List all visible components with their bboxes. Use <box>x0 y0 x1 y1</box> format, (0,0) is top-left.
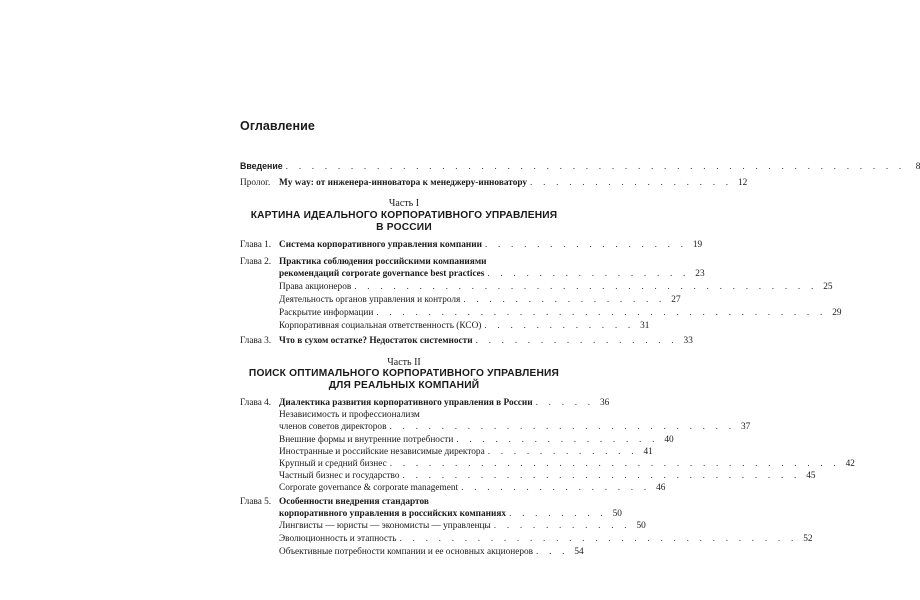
leader-dots: . . . . . . . . . . . . . . . . <box>484 240 688 250</box>
entry-title: Corporate governance & corporate management <box>279 483 459 493</box>
leader-dots: . . . . . . . . . . . . . . . . <box>456 435 659 445</box>
toc-subentry[interactable] <box>240 458 855 470</box>
leader-dots: . . . . . . . . . . . . . . . . . . . . . . . . . . . . . . . <box>402 471 801 481</box>
page-number: 54 <box>574 547 584 557</box>
entry-title-line: членов советов директоров <box>279 422 387 432</box>
toc-subentry[interactable] <box>240 434 674 446</box>
leader-dots: . . . . . . . . . . . . . . . . <box>475 336 678 346</box>
leader-dots: . . . . . . . . . . . . . . . . . . . . . . . . . . . . . . . . . . . . . . . . . . . . . . . . <box>285 162 906 172</box>
toc-subentry[interactable] <box>240 533 813 545</box>
page-number: 45 <box>806 471 816 481</box>
toc-entry-chapter-3[interactable] <box>240 335 693 347</box>
entry-title: Эволюционность и этапность <box>279 534 397 544</box>
toc-entry-chapter-1[interactable] <box>240 239 703 251</box>
entry-label: Глава 2. <box>240 257 272 267</box>
part-title-line: КАРТИНА ИДЕАЛЬНОГО КОРПОРАТИВНОГО УПРАВЛЕНИЯ <box>250 210 558 221</box>
page-number: 36 <box>600 398 610 408</box>
entry-title: Лингвисты — юристы — экономисты — управленцы <box>279 521 491 531</box>
part-label: Часть II <box>387 357 421 368</box>
page-number: 50 <box>612 509 622 519</box>
leader-dots: . . . . . . . . <box>509 509 607 519</box>
page-number: 37 <box>740 422 751 432</box>
page-number: 42 <box>845 459 855 469</box>
toc-subentry[interactable] <box>240 520 646 532</box>
page-number: 40 <box>664 435 674 445</box>
leader-dots: . . . . . . . . . . . . <box>487 447 638 457</box>
page-number: 12 <box>738 178 748 188</box>
leader-dots: . . . . . . . . . . . . . . . <box>461 483 651 493</box>
leader-dots: . . . . . . . . . . . . . . . . <box>463 295 666 305</box>
toc-entry-chapter-2[interactable] <box>240 256 705 280</box>
toc-entry-chapter-4[interactable] <box>240 397 610 409</box>
entry-title: My way: от инженера-инноватора к менеджеру-инноватору <box>279 178 528 188</box>
toc-subentry[interactable] <box>240 294 681 306</box>
leader-dots: . . . . . . . . . . . . . . . . . . . . . . . . . . . . . . . . . . . . <box>354 282 818 292</box>
entry-title-line: Практика соблюдения российскими компаниями <box>279 257 487 267</box>
entry-title: Крупный и средний бизнес <box>279 459 387 469</box>
toc-entry-prologue[interactable] <box>240 177 748 189</box>
entry-title-line: рекомендаций corporate governance best practices <box>279 269 485 279</box>
entry-title: Введение <box>240 161 283 171</box>
page-number: 19 <box>692 240 703 250</box>
part-title <box>240 210 568 233</box>
page-number: 27 <box>671 295 681 305</box>
page-number: 29 <box>832 308 842 318</box>
leader-dots: . . . . . . . . . . . . . . . . . . . . . . . . . . . . . . . . . . . <box>389 459 840 469</box>
page-number: 25 <box>823 282 833 292</box>
leader-dots: . . . . . . . . . . . . . . . . <box>487 269 690 279</box>
page-number: 8 <box>915 162 920 172</box>
page-number: 46 <box>656 483 666 493</box>
toc-subentry[interactable] <box>240 409 751 433</box>
page-number: 41 <box>643 447 653 457</box>
toc-subentry[interactable] <box>240 307 842 319</box>
entry-title: Внешние формы и внутренние потребности <box>279 435 454 445</box>
leader-dots: . . . . . . . . . . . . <box>484 321 635 331</box>
page-number: 33 <box>683 336 693 346</box>
toc-subentry[interactable] <box>240 320 650 332</box>
entry-title-line: корпоративного управления в российских компаниях <box>279 509 507 519</box>
entry-label: Глава 3. <box>240 336 272 346</box>
toc-page <box>240 0 920 600</box>
toc-subentry[interactable] <box>240 482 666 494</box>
entry-title: Раскрытие информации <box>279 308 374 318</box>
leader-dots: . . . . . . . . . . . . . . . . . . . . . . . . . . . <box>389 422 736 432</box>
leader-dots: . . . . . <box>535 398 595 408</box>
leader-dots: . . . <box>536 547 569 557</box>
entry-label: Пролог. <box>240 178 271 188</box>
entry-title: Диалектика развития корпоративного управления в России <box>279 398 533 408</box>
entry-title: Корпоративная социальная ответственность (КСО) <box>279 321 482 331</box>
entry-title-line: Особенности внедрения стандартов <box>279 497 429 507</box>
toc-entry-intro[interactable] <box>240 160 920 173</box>
toc-subentry[interactable] <box>240 281 833 293</box>
entry-title: Система корпоративного управления компании <box>279 240 482 250</box>
part-title-line: ДЛЯ РЕАЛЬНЫХ КОМПАНИЙ <box>328 379 480 391</box>
toc-entry-chapter-5[interactable] <box>240 496 622 520</box>
leader-dots: . . . . . . . . . . . . . . . . <box>530 178 733 188</box>
page-number: 50 <box>636 521 646 531</box>
entry-title: Права акционеров <box>279 282 352 292</box>
part-title-line: В РОССИИ <box>376 221 432 233</box>
part-title-line: ПОИСК ОПТИМАЛЬНОГО КОРПОРАТИВНОГО УПРАВЛЕНИЯ <box>248 368 560 379</box>
entry-title-line: Независимость и профессионализм <box>279 410 420 420</box>
toc-subentry[interactable] <box>240 470 816 482</box>
page-number: 52 <box>803 534 813 544</box>
entry-title: Иностранные и российские независимые директора <box>279 447 485 457</box>
toc-subentry[interactable] <box>240 446 653 458</box>
entry-title: Частный бизнес и государство <box>279 471 400 481</box>
entry-label: Глава 1. <box>240 240 272 250</box>
leader-dots: . . . . . . . . . . . . . . . . . . . . . . . . . . . . . . . <box>399 534 798 544</box>
part-label: Часть I <box>388 198 420 209</box>
part-title <box>240 368 568 391</box>
entry-label: Глава 4. <box>240 398 272 408</box>
entry-title: Деятельность органов управления и контроля <box>279 295 461 305</box>
toc-heading: Оглавление <box>240 119 315 133</box>
page-number: 23 <box>695 269 705 279</box>
entry-label: Глава 5. <box>240 497 272 507</box>
entry-title: Что в сухом остатке? Недостаток системности <box>279 336 473 346</box>
leader-dots: . . . . . . . . . . . <box>493 521 631 531</box>
toc-subentry[interactable] <box>240 546 584 558</box>
page-number: 31 <box>640 321 650 331</box>
entry-title: Объективные потребности компании и ее основных акционеров <box>279 547 534 557</box>
leader-dots: . . . . . . . . . . . . . . . . . . . . . . . . . . . . . . . . . . . <box>376 308 827 318</box>
